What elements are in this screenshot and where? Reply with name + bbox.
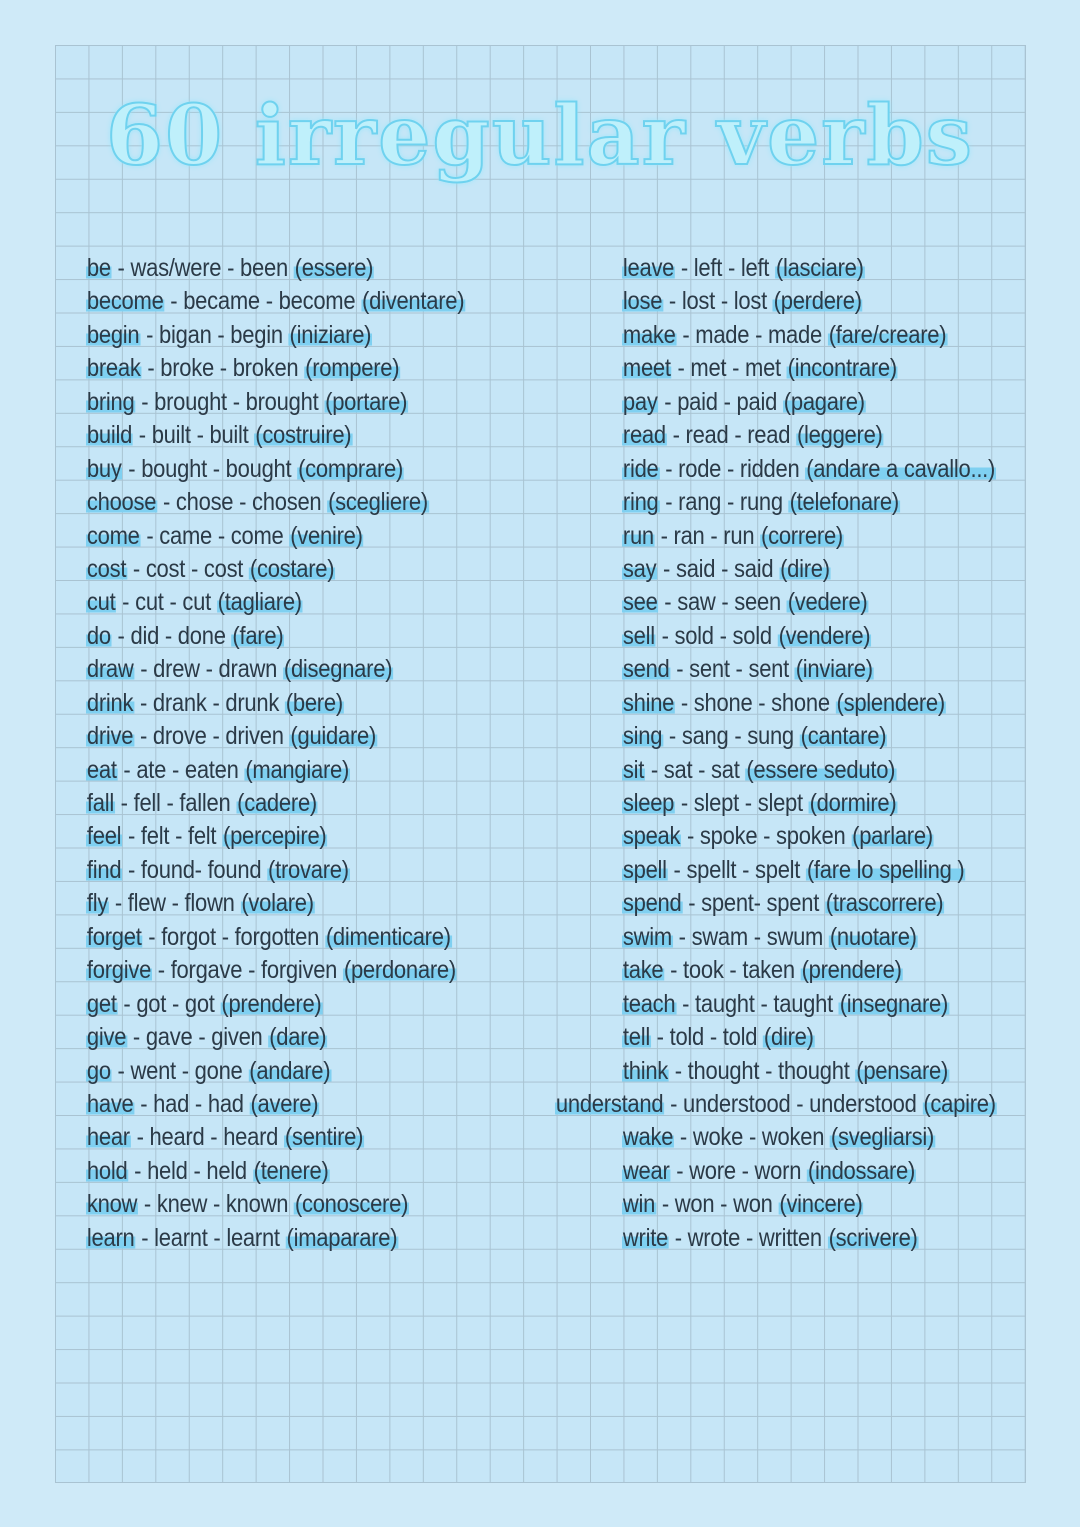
verb-base-form: get: [86, 989, 117, 1018]
verb-row: [622, 854, 1005, 887]
verb-past-forms: - brought - brought: [135, 387, 325, 416]
verb-row: [622, 586, 1005, 619]
verb-past-forms: - shone - shone: [675, 688, 836, 717]
verb-row: [622, 1188, 1005, 1221]
verb-translation: (perdere): [773, 287, 862, 316]
verb-row: [622, 252, 1005, 285]
verb-translation: (scegliere): [328, 488, 428, 517]
verb-past-forms: - slept - slept: [675, 789, 809, 817]
verb-translation: (perdonare): [343, 956, 456, 985]
verb-past-forms: - had - had: [134, 1089, 250, 1118]
verb-translation: (prendere): [221, 989, 322, 1018]
verb-translation: (vedere): [787, 588, 868, 617]
verb-row: [622, 319, 1005, 352]
verb-row: [86, 1121, 465, 1154]
verb-translation: (vendere): [778, 621, 871, 650]
verb-base-form: speak: [622, 822, 681, 851]
verb-row: [622, 1121, 1005, 1154]
verb-translation: (correre): [761, 521, 843, 550]
verb-row: [622, 787, 1005, 820]
verb-base-form: sing: [622, 722, 663, 751]
verb-past-forms: - swam - swum: [672, 922, 829, 951]
verb-translation: (andare): [249, 1056, 331, 1085]
verb-past-forms: - ate - eaten: [117, 755, 245, 784]
verb-row: [86, 754, 465, 787]
verb-translation: (splendere): [836, 688, 945, 717]
verb-past-forms: - felt - felt: [122, 822, 223, 851]
verb-base-form: hear: [86, 1123, 130, 1152]
verb-past-forms: - ran - run: [654, 521, 761, 550]
verb-row: [86, 486, 465, 519]
verb-base-form: feel: [86, 822, 122, 851]
verb-base-form: choose: [86, 488, 157, 517]
verb-translation: (trovare): [268, 855, 349, 884]
verb-translation: (essere): [294, 254, 374, 282]
verb-past-forms: - cut - cut: [116, 588, 217, 617]
verb-translation: (andare a cavallo...): [806, 454, 996, 483]
verb-base-form: learn: [86, 1223, 135, 1252]
verb-row: [622, 285, 1005, 318]
verb-base-form: swim: [622, 922, 672, 951]
verb-translation: (capire): [923, 1089, 996, 1118]
verb-past-forms: - heard - heard: [130, 1123, 285, 1152]
verb-row: [86, 1188, 465, 1221]
verb-row: [622, 419, 1005, 452]
verb-translation: (dormire): [809, 789, 897, 817]
verb-translation: (lasciare): [775, 254, 864, 282]
verb-row: [86, 419, 465, 452]
verb-past-forms: - held - held: [128, 1156, 253, 1185]
verb-translation: (dare): [269, 1023, 327, 1052]
verb-translation: (prendere): [801, 956, 902, 985]
verb-translation: (trascorrere): [825, 889, 944, 918]
verb-row: [622, 720, 1005, 753]
verb-translation: (guidare): [290, 722, 377, 751]
verb-base-form: build: [86, 421, 133, 450]
verb-row: [622, 1222, 1005, 1255]
verb-past-forms: - taught - taught: [676, 989, 839, 1018]
verb-row: [86, 586, 465, 619]
verb-row: [86, 720, 465, 753]
verb-base-form: meet: [622, 354, 671, 383]
verb-translation: (pensare): [856, 1056, 949, 1085]
verb-translation: (svegliarsi): [830, 1123, 935, 1152]
verb-translation: (essere seduto): [746, 755, 896, 784]
verb-row: [622, 1155, 1005, 1188]
verb-translation: (disegnare): [283, 655, 393, 684]
verb-translation: (vincere): [779, 1190, 863, 1219]
verb-row: [86, 319, 465, 352]
verb-base-form: ring: [622, 488, 659, 517]
verb-translation: (pagare): [783, 387, 865, 416]
verb-translation: (fare/creare): [828, 320, 947, 349]
verb-row: [86, 954, 465, 987]
verb-translation: (sentire): [284, 1123, 364, 1152]
verb-base-form: spend: [622, 889, 682, 918]
verb-translation: (mangiare): [245, 755, 350, 784]
verb-base-form: write: [622, 1223, 669, 1252]
verb-past-forms: - left - left: [675, 254, 776, 282]
verb-row: [86, 820, 465, 853]
verb-past-forms: - made - made: [676, 320, 828, 349]
verb-row: [86, 921, 465, 954]
verb-base-form: lose: [622, 287, 663, 316]
verb-base-form: drive: [86, 722, 134, 751]
verb-base-form: teach: [622, 989, 676, 1018]
verb-past-forms: - broke - broken: [141, 354, 305, 383]
verb-base-form: be: [86, 254, 111, 282]
verb-base-form: leave: [622, 254, 675, 282]
verb-row: [622, 988, 1005, 1021]
verb-past-forms: - drew - drawn: [134, 655, 283, 684]
verb-base-form: fly: [86, 889, 109, 918]
verb-past-forms: - did - done: [111, 621, 232, 650]
verb-base-form: begin: [86, 320, 140, 349]
verb-row: [622, 620, 1005, 653]
verb-past-forms: - said - said: [657, 554, 780, 583]
verb-translation: (tenere): [253, 1156, 329, 1185]
verb-base-form: make: [622, 320, 676, 349]
verb-past-forms: - lost - lost: [663, 287, 773, 316]
verb-translation: (parlare): [852, 822, 933, 851]
verb-base-form: pay: [622, 387, 658, 416]
verb-past-forms: - rang - rung: [659, 488, 789, 517]
verb-row: [86, 1222, 465, 1255]
verb-base-form: cost: [86, 554, 127, 583]
verb-base-form: do: [86, 621, 111, 650]
verb-past-forms: - wore - worn: [670, 1156, 808, 1185]
verb-past-forms: - drank - drunk: [134, 688, 285, 717]
verb-row: [622, 1055, 1005, 1088]
verb-base-form: draw: [86, 655, 134, 684]
verb-translation: (leggere): [796, 421, 883, 450]
verb-past-forms: - went - gone: [111, 1056, 249, 1085]
verb-row: [622, 386, 1005, 419]
verb-past-forms: - flew - flown: [108, 889, 241, 918]
verb-base-form: understand: [555, 1089, 664, 1118]
verb-row: [86, 787, 465, 820]
verb-base-form: shine: [622, 688, 675, 717]
verb-translation: (volare): [241, 889, 314, 918]
page-title: 60 irregular verbs: [106, 88, 974, 184]
verb-base-form: break: [86, 354, 141, 383]
verb-translation: (dimenticare): [325, 922, 451, 951]
verb-translation: (indossare): [807, 1156, 916, 1185]
verb-past-forms: - built - built: [132, 421, 255, 450]
verb-past-forms: - cost - cost: [127, 554, 250, 583]
verb-past-forms: - woke - woken: [674, 1123, 831, 1152]
verb-translation: (portare): [325, 387, 408, 416]
verb-row: [86, 620, 465, 653]
verb-translation: (tagliare): [217, 588, 302, 617]
verb-past-forms: - told - told: [650, 1023, 764, 1052]
verb-base-form: find: [86, 855, 122, 884]
verb-translation: (iniziare): [289, 320, 372, 349]
verb-base-form: sleep: [622, 789, 675, 817]
verb-base-form: buy: [86, 454, 122, 483]
verb-base-form: drink: [86, 688, 134, 717]
verb-base-form: fall: [86, 789, 114, 817]
verb-past-forms: - sang - sung: [663, 722, 800, 751]
verb-list-left: [86, 252, 517, 1255]
verb-row: [622, 921, 1005, 954]
verb-base-form: cut: [86, 588, 116, 617]
verb-past-forms: - forgave - forgiven: [151, 956, 344, 985]
verb-translation: (avere): [250, 1089, 319, 1118]
verb-past-forms: - became - become: [164, 287, 362, 316]
verb-base-form: send: [622, 655, 670, 684]
verb-base-form: win: [622, 1190, 656, 1219]
verb-base-form: sell: [622, 621, 655, 650]
verb-translation: (conoscere): [294, 1190, 409, 1219]
verb-translation: (dire): [763, 1023, 814, 1052]
verb-past-forms: - took - taken: [664, 956, 801, 985]
verb-past-forms: - forgot - forgotten: [142, 922, 325, 951]
verb-past-forms: - sent - sent: [670, 655, 795, 684]
verb-past-forms: - bought - bought: [122, 454, 298, 483]
verb-translation: (comprare): [298, 454, 404, 483]
verb-base-form: forget: [86, 922, 142, 951]
verb-translation: (cadere): [237, 789, 317, 817]
verb-past-forms: - fell - fallen: [114, 789, 237, 817]
verb-row: [86, 386, 465, 419]
verb-row: [622, 653, 1005, 686]
verb-past-forms: - won - won: [655, 1190, 779, 1219]
verb-translation: (nuotare): [829, 922, 917, 951]
verb-row: [86, 352, 465, 385]
verb-translation: (diventare): [362, 287, 465, 316]
verb-base-form: have: [86, 1089, 134, 1118]
verb-row: [86, 453, 465, 486]
verb-past-forms: - was/were - been: [111, 254, 294, 282]
verb-row: [86, 252, 465, 285]
verb-past-forms: - gave - given: [127, 1023, 269, 1052]
verb-row: [86, 854, 465, 887]
verb-base-form: give: [86, 1023, 127, 1052]
verb-row: [622, 553, 1005, 586]
verb-row: [622, 1021, 1005, 1054]
verb-row: [622, 352, 1005, 385]
verb-base-form: forgive: [86, 956, 152, 985]
verb-row: [86, 988, 465, 1021]
verb-base-form: know: [86, 1190, 138, 1219]
verb-past-forms: - paid - paid: [658, 387, 783, 416]
verb-row: [622, 453, 1005, 486]
verb-past-forms: - spellt - spelt: [667, 855, 806, 884]
verb-past-forms: - saw - seen: [658, 588, 787, 617]
verb-past-forms: - read - read: [666, 421, 797, 450]
verb-base-form: take: [622, 956, 664, 985]
verb-translation: (inviare): [795, 655, 873, 684]
verb-translation: (insegnare): [839, 989, 949, 1018]
verb-row: [86, 1021, 465, 1054]
verb-base-form: think: [622, 1056, 669, 1085]
verb-row: [86, 1088, 465, 1121]
verb-translation: (cantare): [800, 722, 887, 751]
verb-row: [555, 1088, 997, 1121]
verb-translation: (incontrare): [787, 354, 897, 383]
verb-base-form: see: [622, 588, 658, 617]
verb-translation: (scrivere): [828, 1223, 918, 1252]
verb-base-form: hold: [86, 1156, 128, 1185]
verb-row: [86, 1155, 465, 1188]
verb-translation: (percepire): [223, 822, 327, 851]
verb-past-forms: - thought - thought: [668, 1056, 856, 1085]
verb-row: [622, 687, 1005, 720]
verb-base-form: go: [86, 1056, 111, 1085]
verb-base-form: tell: [622, 1023, 650, 1052]
verb-translation: (fare): [232, 621, 284, 650]
verb-past-forms: - rode - ridden: [659, 454, 806, 483]
verb-row: [622, 520, 1005, 553]
verb-row: [622, 820, 1005, 853]
verb-base-form: run: [622, 521, 654, 550]
verb-base-form: spell: [622, 855, 667, 884]
verb-past-forms: - understood - understood: [664, 1089, 923, 1118]
verb-row: [622, 954, 1005, 987]
verb-row: [622, 887, 1005, 920]
verb-past-forms: - knew - known: [138, 1190, 295, 1219]
verb-base-form: ride: [622, 454, 659, 483]
verb-translation: (bere): [285, 688, 343, 717]
verb-base-form: become: [86, 287, 164, 316]
verb-row: [86, 520, 465, 553]
verb-base-form: come: [86, 521, 140, 550]
verb-base-form: bring: [86, 387, 135, 416]
verb-base-form: sit: [622, 755, 645, 784]
verb-row: [622, 754, 1005, 787]
verb-base-form: say: [622, 554, 657, 583]
verb-past-forms: - wrote - written: [668, 1223, 828, 1252]
verb-translation: (costare): [249, 554, 335, 583]
verb-row: [86, 285, 465, 318]
verb-past-forms: - spoke - spoken: [681, 822, 852, 851]
verb-translation: (costruire): [255, 421, 352, 450]
verb-past-forms: - found- found: [122, 855, 268, 884]
verb-row: [86, 553, 465, 586]
verb-past-forms: - got - got: [117, 989, 221, 1018]
verb-row: [86, 1055, 465, 1088]
verb-translation: (rompere): [305, 354, 400, 383]
verb-past-forms: - came - come: [140, 521, 290, 550]
verb-base-form: wake: [622, 1123, 674, 1152]
verb-translation: (dire): [780, 554, 830, 583]
verb-translation: (fare lo spelling ): [806, 855, 965, 884]
verb-past-forms: - met - met: [671, 354, 787, 383]
verb-base-form: wear: [622, 1156, 670, 1185]
verb-past-forms: - chose - chosen: [157, 488, 328, 517]
verb-row: [86, 887, 465, 920]
verb-row: [622, 486, 1005, 519]
verb-past-forms: - bigan - begin: [140, 320, 289, 349]
verb-translation: (venire): [290, 521, 363, 550]
verb-base-form: read: [622, 421, 666, 450]
verb-past-forms: - sold - sold: [655, 621, 778, 650]
verb-past-forms: - drove - driven: [134, 722, 290, 751]
verb-row: [86, 653, 465, 686]
verb-past-forms: - spent- spent: [682, 889, 825, 918]
verb-translation: (telefonare): [789, 488, 899, 517]
verb-list-right: [555, 252, 1057, 1255]
verb-row: [86, 687, 465, 720]
verb-base-form: eat: [86, 755, 117, 784]
verb-past-forms: - sat - sat: [644, 755, 746, 784]
verb-translation: (imaparare): [286, 1223, 398, 1252]
verb-past-forms: - learnt - learnt: [135, 1223, 286, 1252]
